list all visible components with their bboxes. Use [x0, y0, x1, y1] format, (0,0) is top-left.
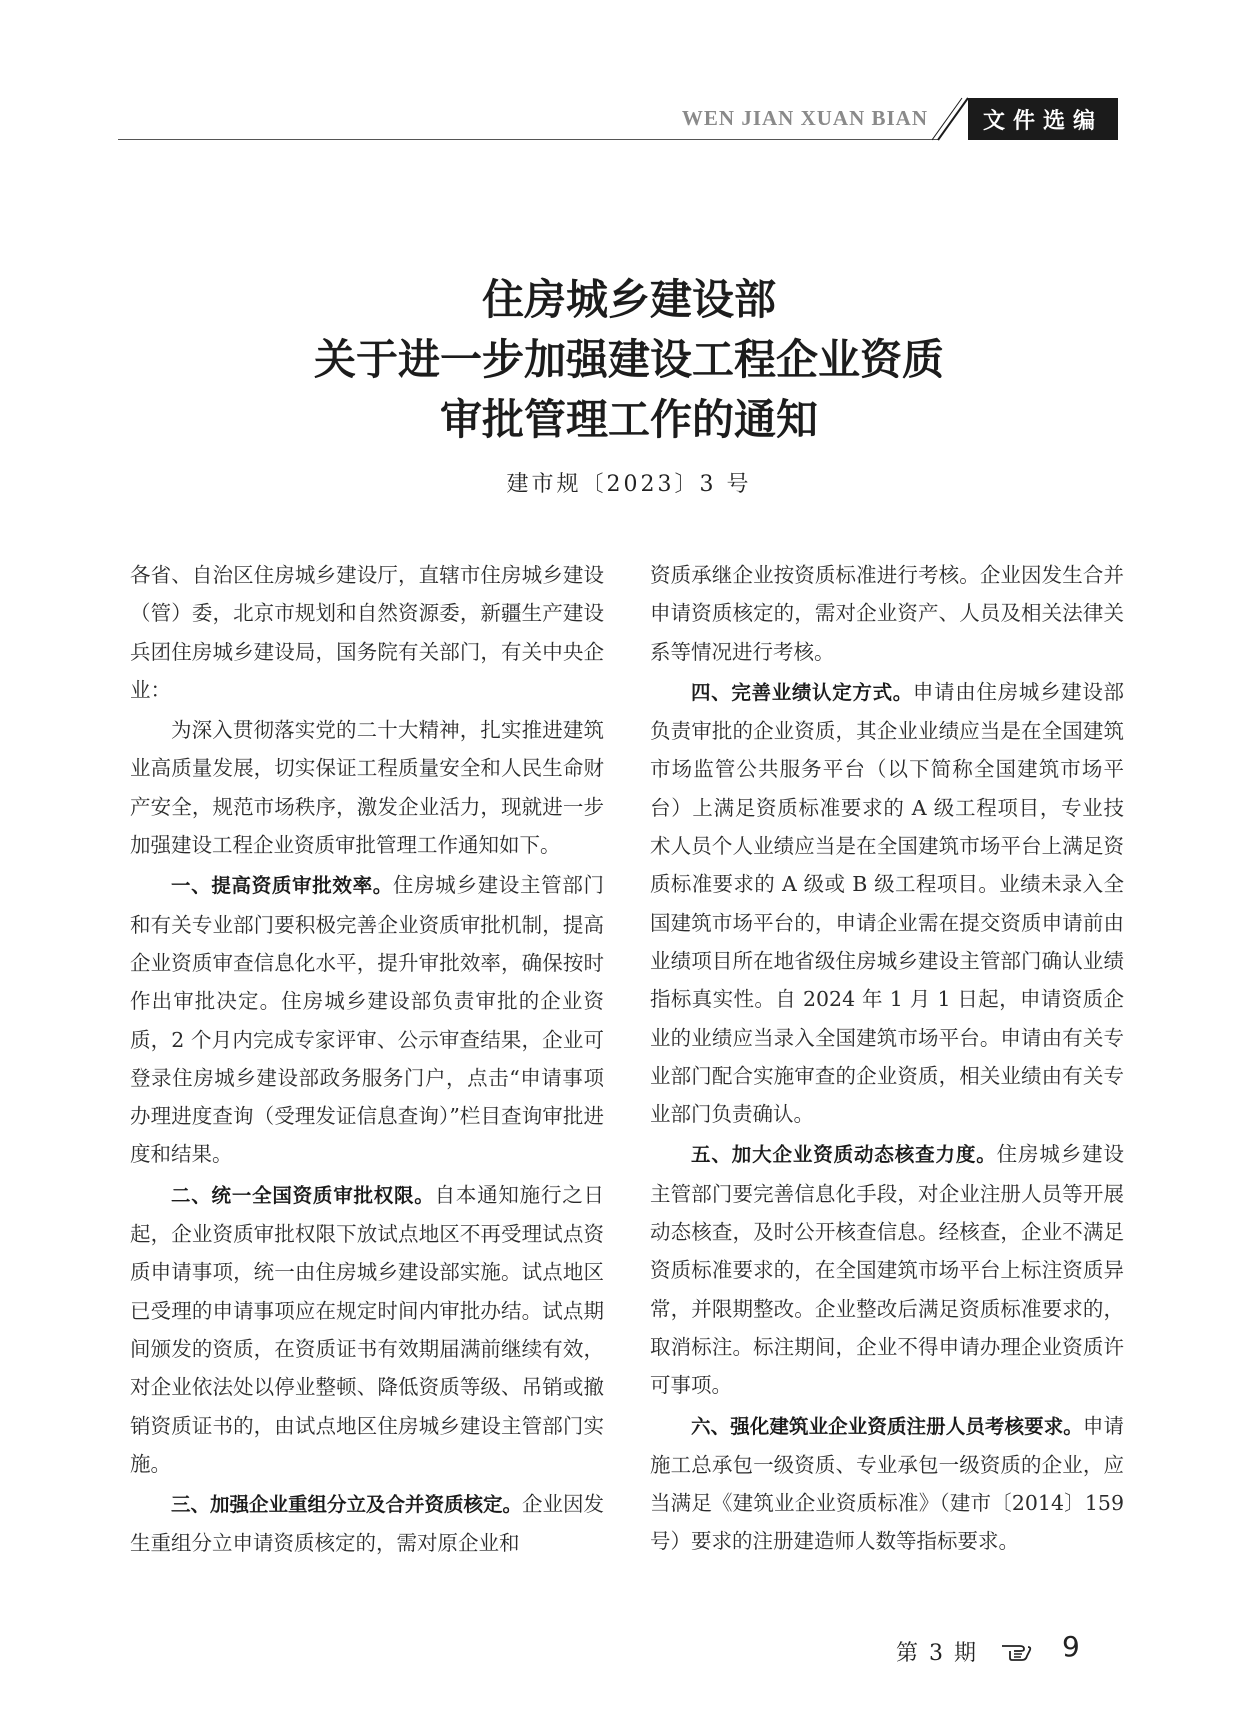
document-number: 建市规〔2023〕3 号 [506, 472, 752, 497]
section-body: 企业因发生重组分立申请资质核定的，需对原企业和 [130, 1492, 605, 1556]
section-body: 住房城乡建设主管部门要完善信息化手段，对企业注册人员等开展动态核查，及时公开核查信息。经核查，企业不满足资质标准要求的，在全国建筑市场平台上标注资质异常，并限期整改。企业整改后满足资质标准要求的，取消标注。标注期间，企业不得申请办理企业资质许可事项。 [650, 1142, 1124, 1398]
section-heading: 三、加强企业重组分立及合并资质核定。 [171, 1493, 523, 1517]
section-paragraph [650, 1407, 1124, 1561]
intro-paragraph: 为深入贯彻落实党的二十大精神，扎实推进建筑业高质量发展，切实保证工程质量安全和人民生命财产安全，规范市场秩序，激发企业活力，现就进一步加强建设工程企业资质审批管理工作通知如下。 [130, 718, 604, 858]
section-heading: 一、提高资质审批效率。 [171, 874, 393, 898]
continued-paragraph: 资质承继企业按资质标准进行考核。企业因发生合并申请资质核定的，需对企业资产、人员及相关法律关系等情况进行考核。 [650, 563, 1124, 664]
section-heading: 二、统一全国资质审批权限。 [171, 1183, 435, 1207]
page-number: 9 [1062, 1630, 1080, 1663]
section-body: 自本通知施行之日起，企业资质审批权限下放试点地区不再受理试点资质申请事项，统一由住房城乡建设部实施。试点地区已受理的申请事项应在规定时间内审批办结。试点期间颁发的资质，在资质证书有效期届满前继续有效，对企业依法处以停业整顿、降低资质等级、吊销或撤销资质证书的，由试点地区住房城乡建设主管部门实施。 [130, 1182, 604, 1476]
section-body: 住房城乡建设主管部门和有关专业部门要积极完善企业资质审批机制，提高企业资质审查信息化水平，提升审批效率，确保按时作出审批决定。住房城乡建设部负责审批的企业资质，2 个月内完成专家评审、公示审查结果，企业可登录住房城乡建设部政务服务门户，点击“申请事项办理进度查询（受理发证信息查询）”栏目查询审批进度和结果。 [130, 873, 604, 1167]
section-paragraph [650, 673, 1124, 1134]
pointing-hand-icon [1000, 1638, 1034, 1662]
title-line: 审批管理工作的通知 [439, 395, 818, 444]
addressee-paragraph: 各省、自治区住房城乡建设厅，直辖市住房城乡建设（管）委，北京市规划和自然资源委，新疆生产建设兵团住房城乡建设局，国务院有关部门，有关中央企业： [130, 563, 604, 702]
header-slash-decoration [932, 96, 970, 142]
left-column [130, 556, 604, 1565]
section-heading: 六、强化建筑业企业资质注册人员考核要求。 [691, 1414, 1083, 1438]
header-pinyin: WEN JIAN XUAN BIAN [681, 106, 928, 130]
title-line: 住房城乡建设部 [481, 275, 776, 324]
section-paragraph [130, 1485, 604, 1563]
right-column [650, 556, 1124, 1563]
section-heading: 四、完善业绩认定方式。 [691, 680, 913, 704]
title-line: 关于进一步加强建设工程企业资质 [313, 335, 944, 384]
page-title [0, 270, 1258, 450]
section-paragraph [130, 1176, 604, 1483]
issue-number: 第 3 期 [896, 1641, 978, 1666]
section-label: 文件选编 [968, 98, 1118, 140]
section-body: 申请由住房城乡建设部负责审批的企业资质，其企业业绩应当是在全国建筑市场监管公共服务平台（以下简称全国建筑市场平台）上满足资质标准要求的 A 级工程项目，专业技术人员个人业绩应当是在全国建筑市场平台上满足资质标准要求的 A 级或 B 级工程项目。业绩未录入全国建筑市场平台的，申请企业需在提交资质申请前由业绩项目所在地省级住房城乡建设主管部门确认业绩指标真实性。自 2024 年 1 月 1 日起，申请资质企业的业绩应当录入全国建筑市场平台。申请由有关专业部门配合实施审查的企业资质，相关业绩由有关专业部门负责确认。 [650, 679, 1124, 1127]
section-paragraph [130, 866, 604, 1173]
section-paragraph [650, 1135, 1124, 1404]
section-body: 申请施工总承包一级资质、专业承包一级资质的企业，应当满足《建筑业企业资质标准》（建市〔2014〕159 号）要求的注册建造师人数等指标要求。 [650, 1413, 1124, 1554]
section-heading: 五、加大企业资质动态核查力度。 [691, 1143, 997, 1167]
header-rule [118, 139, 938, 140]
